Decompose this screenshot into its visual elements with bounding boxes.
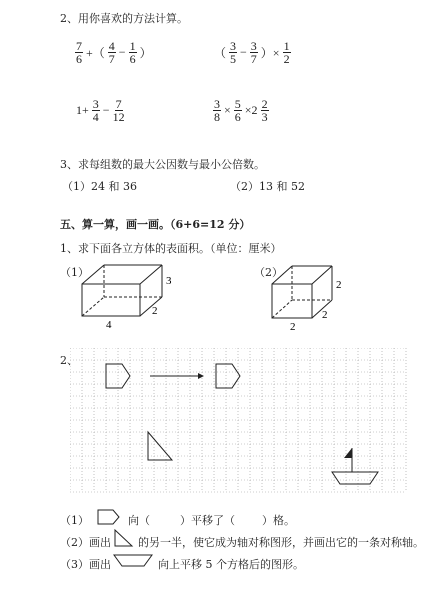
operator: − [240,45,247,59]
cube-2-width: 2 [290,321,296,333]
operator: ）× [260,46,280,60]
sub1-label: （1） [60,514,89,527]
sub2-instruction: 的另一半，使它成为轴对称图形，并画出它的一条对称轴。 [138,536,424,549]
operator: （ [214,46,227,60]
trapezoid-small-icon [112,552,154,568]
dotted-grid [70,348,410,496]
operator: − [118,45,126,59]
q3-part-2: （2）13 和 52 [230,180,305,193]
fraction: $\frac{1}{2}$ [283,39,290,66]
q3-title: 3、求每组数的最大公因数与最小公倍数。 [60,158,265,171]
cuboid-1-height: 3 [166,275,172,287]
cuboid-2-label: （2） [254,266,283,279]
cube-2-height: 2 [336,279,342,291]
sub1-direction-text: 向（ [128,514,150,527]
cube-2-depth: 2 [322,309,328,321]
operator: ） [139,46,152,60]
fraction: $\frac{5}{6}$ [234,97,241,124]
fraction: $\frac{3}{8}$ [214,97,220,124]
pentagon-shape-moved [216,364,240,388]
expr-2 [212,40,292,65]
sec5-q2-label: 2、 [60,354,78,367]
fraction: $\frac{4}{7}$ [108,39,115,66]
operator: × [224,103,231,117]
fraction: $\frac{3}{7}$ [250,39,257,66]
boat-shape [332,448,378,484]
pentagon-small-icon [96,508,122,526]
cube-2-figure [268,262,348,334]
operator: ×2 [244,103,258,117]
expr-4 [212,98,270,123]
arrow-right-icon [150,373,204,379]
fraction: $\frac{7}{6}$ [76,39,82,66]
cuboid-1-depth: 2 [152,305,158,317]
operator: 1+ [76,103,89,117]
cuboid-1-figure [78,260,174,332]
cuboid-1-label: （1） [60,266,89,279]
fraction: $\frac{3}{4}$ [92,97,99,124]
fraction: $\frac{7}{12}$ [112,97,125,124]
operator: − [102,103,110,117]
sub3-label: （3）画出 [60,558,111,571]
sub3-instruction: 向上平移 5 个方格后的图形。 [158,558,304,571]
sub1-move-text: ）平移了（ [180,514,235,527]
q3-part-1: （1）24 和 36 [62,180,137,193]
operator: +（ [86,46,105,60]
fraction: $\frac{3}{5}$ [230,39,237,66]
expr-3 [74,98,126,123]
sec5-q1: 1、求下面各立方体的表面积。（单位：厘米） [60,242,282,255]
sub1-unit-text: ）格。 [262,514,295,527]
section-5-title: 五、算一算，画一画。（6+6=12 分） [60,218,251,231]
q2-title: 2、用你喜欢的方法计算。 [60,12,188,25]
cuboid-1-width: 4 [106,319,112,331]
sub2-label: （2）画出 [60,536,111,549]
expr-1 [74,40,154,65]
half-triangle-small-icon [112,528,136,548]
fraction: $\frac{2}{3}$ [261,97,268,124]
fraction: $\frac{1}{6}$ [129,39,136,66]
